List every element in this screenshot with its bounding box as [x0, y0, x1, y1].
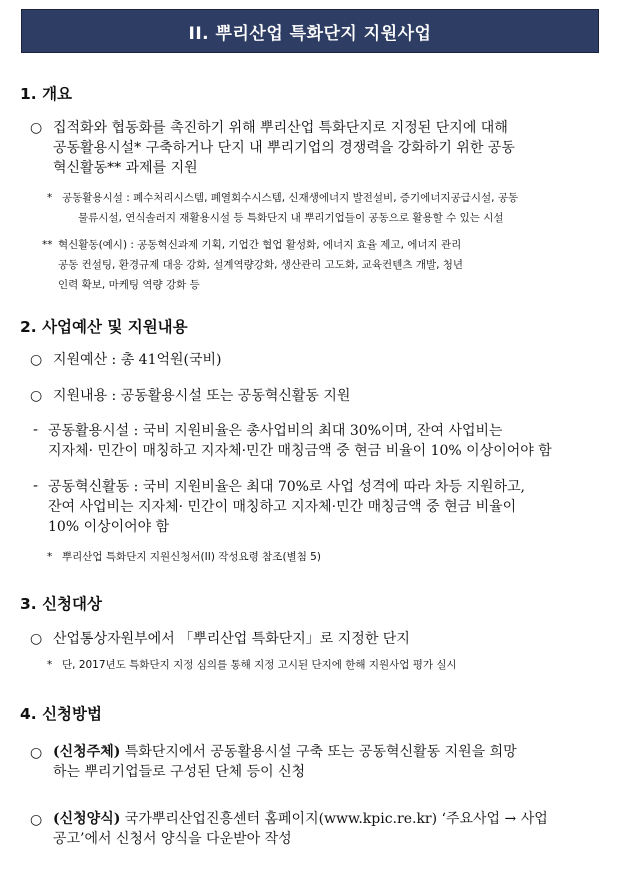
applicant-lead: (신청주체) — [53, 744, 121, 760]
eligibility-text: 산업통상자원부에서 「뿌리산업 특화단지」로 지정한 단지 — [53, 631, 410, 647]
item-line: 10% 이상이어야 함 — [48, 519, 170, 535]
support-text: 지원내용 : 공동활용시설 또는 공동혁신활동 지원 — [53, 388, 351, 404]
overview-line-3: 혁신활동** 과제를 지원 — [53, 160, 198, 176]
note-line: 뿌리산업 특화단지 지원신청서(II) 작성요령 참조(별첨 5) — [62, 551, 321, 563]
applicant-line-1 — [53, 742, 598, 762]
item-line: 공동혁신활동 : 국비 지원비율은 최대 70%로 사업 성격에 따라 차등 지원하고, — [48, 479, 525, 495]
note-marker: ** — [42, 239, 53, 251]
bullet-marker: ○ — [30, 388, 43, 404]
note-reference — [62, 547, 321, 567]
page-title: II. 뿌리산업 특화단지 지원사업 — [188, 23, 432, 44]
note-marker: * — [47, 659, 53, 671]
note-line: 혁신활동(예시) : 공동혁신과제 기획, 기업간 협업 활성화, 에너지 효율 제고, 에너지 관리 — [58, 239, 462, 251]
note-line: 인력 확보, 마케팅 역량 강화 등 — [58, 279, 200, 291]
innovation-item — [48, 477, 598, 537]
note-marker: * — [47, 192, 53, 204]
applicant-bullet — [53, 742, 598, 782]
dash-marker: - — [33, 478, 39, 494]
section-heading-eligibility: 3. 신청대상 — [20, 595, 102, 613]
form-bullet — [53, 809, 598, 849]
shared-facility-item — [48, 421, 598, 461]
bullet-marker: ○ — [30, 631, 43, 647]
applicant-text: 특화단지에서 공동활용시설 구축 또는 공동혁신활동 지원을 희망 — [120, 744, 517, 760]
section-heading-application: 4. 신청방법 — [20, 705, 102, 723]
overview-line-2: 공동활용시설* 구축하거나 단지 내 뿌리기업의 경쟁력을 강화하기 위한 공동 — [53, 140, 515, 156]
item-line: 지자체· 민간이 매칭하고 지자체·민간 매칭금액 중 현금 비율이 10% 이상이어야 함 — [48, 443, 552, 459]
eligibility-bullet — [53, 629, 410, 649]
form-text: 국가뿌리산업진흥센터 홈페이지(www.kpic.re.kr) ‘주요사업 → 사업 — [120, 811, 548, 827]
note-shared-facilities — [62, 188, 598, 228]
note-line: 물류시설, 연식솔러지 재활용시설 등 특화단지 내 뿌리기업들이 공동으로 활용할 수 있는 시설 — [78, 212, 504, 224]
note-line: 단, 2017년도 특화단지 지정 심의를 통해 지정 고시된 단지에 한해 지원사업 평가 실시 — [62, 659, 457, 671]
bullet-marker: ○ — [30, 812, 43, 828]
budget-text: 지원예산 : 총 41억원(국비) — [53, 352, 222, 368]
form-line-1 — [53, 809, 598, 829]
form-line-2: 공고’에서 신청서 양식을 다운받아 작성 — [53, 831, 292, 847]
budget-bullet — [53, 350, 222, 370]
note-marker: * — [47, 551, 53, 563]
item-line: 공동활용시설 : 국비 지원비율은 총사업비의 최대 30%이며, 잔여 사업비는 — [48, 423, 503, 439]
overview-bullet — [53, 118, 598, 178]
section-heading-budget: 2. 사업예산 및 지원내용 — [20, 318, 188, 336]
title-banner — [21, 9, 599, 53]
form-lead: (신청양식) — [53, 811, 121, 827]
overview-line-1: 집적화와 협동화를 촉진하기 위해 뿌리산업 특화단지로 지정된 단지에 대해 — [53, 120, 508, 136]
item-line: 잔여 사업비는 지자체· 민간이 매칭하고 지자체·민간 매칭금액 중 현금 비율이 — [48, 499, 517, 515]
note-eligibility — [62, 655, 457, 675]
note-line: 공동활용시설 : 폐수처리시스템, 폐열회수시스템, 신재생에너지 발전설비, 증기에너지공급시설, 공동 — [62, 192, 519, 204]
bullet-marker: ○ — [30, 745, 43, 761]
section-heading-overview: 1. 개요 — [20, 85, 73, 103]
applicant-line-2: 하는 뿌리기업들로 구성된 단체 등이 신청 — [53, 764, 306, 780]
bullet-marker: ○ — [30, 352, 43, 368]
dash-marker: - — [33, 422, 39, 438]
bullet-marker: ○ — [30, 120, 43, 136]
note-line: 공동 컨설팅, 환경규제 대응 강화, 설계역량강화, 생산관리 고도화, 교육컨텐츠 개발, 청년 — [58, 259, 464, 271]
note-innovation — [58, 235, 598, 295]
support-bullet — [53, 386, 350, 406]
